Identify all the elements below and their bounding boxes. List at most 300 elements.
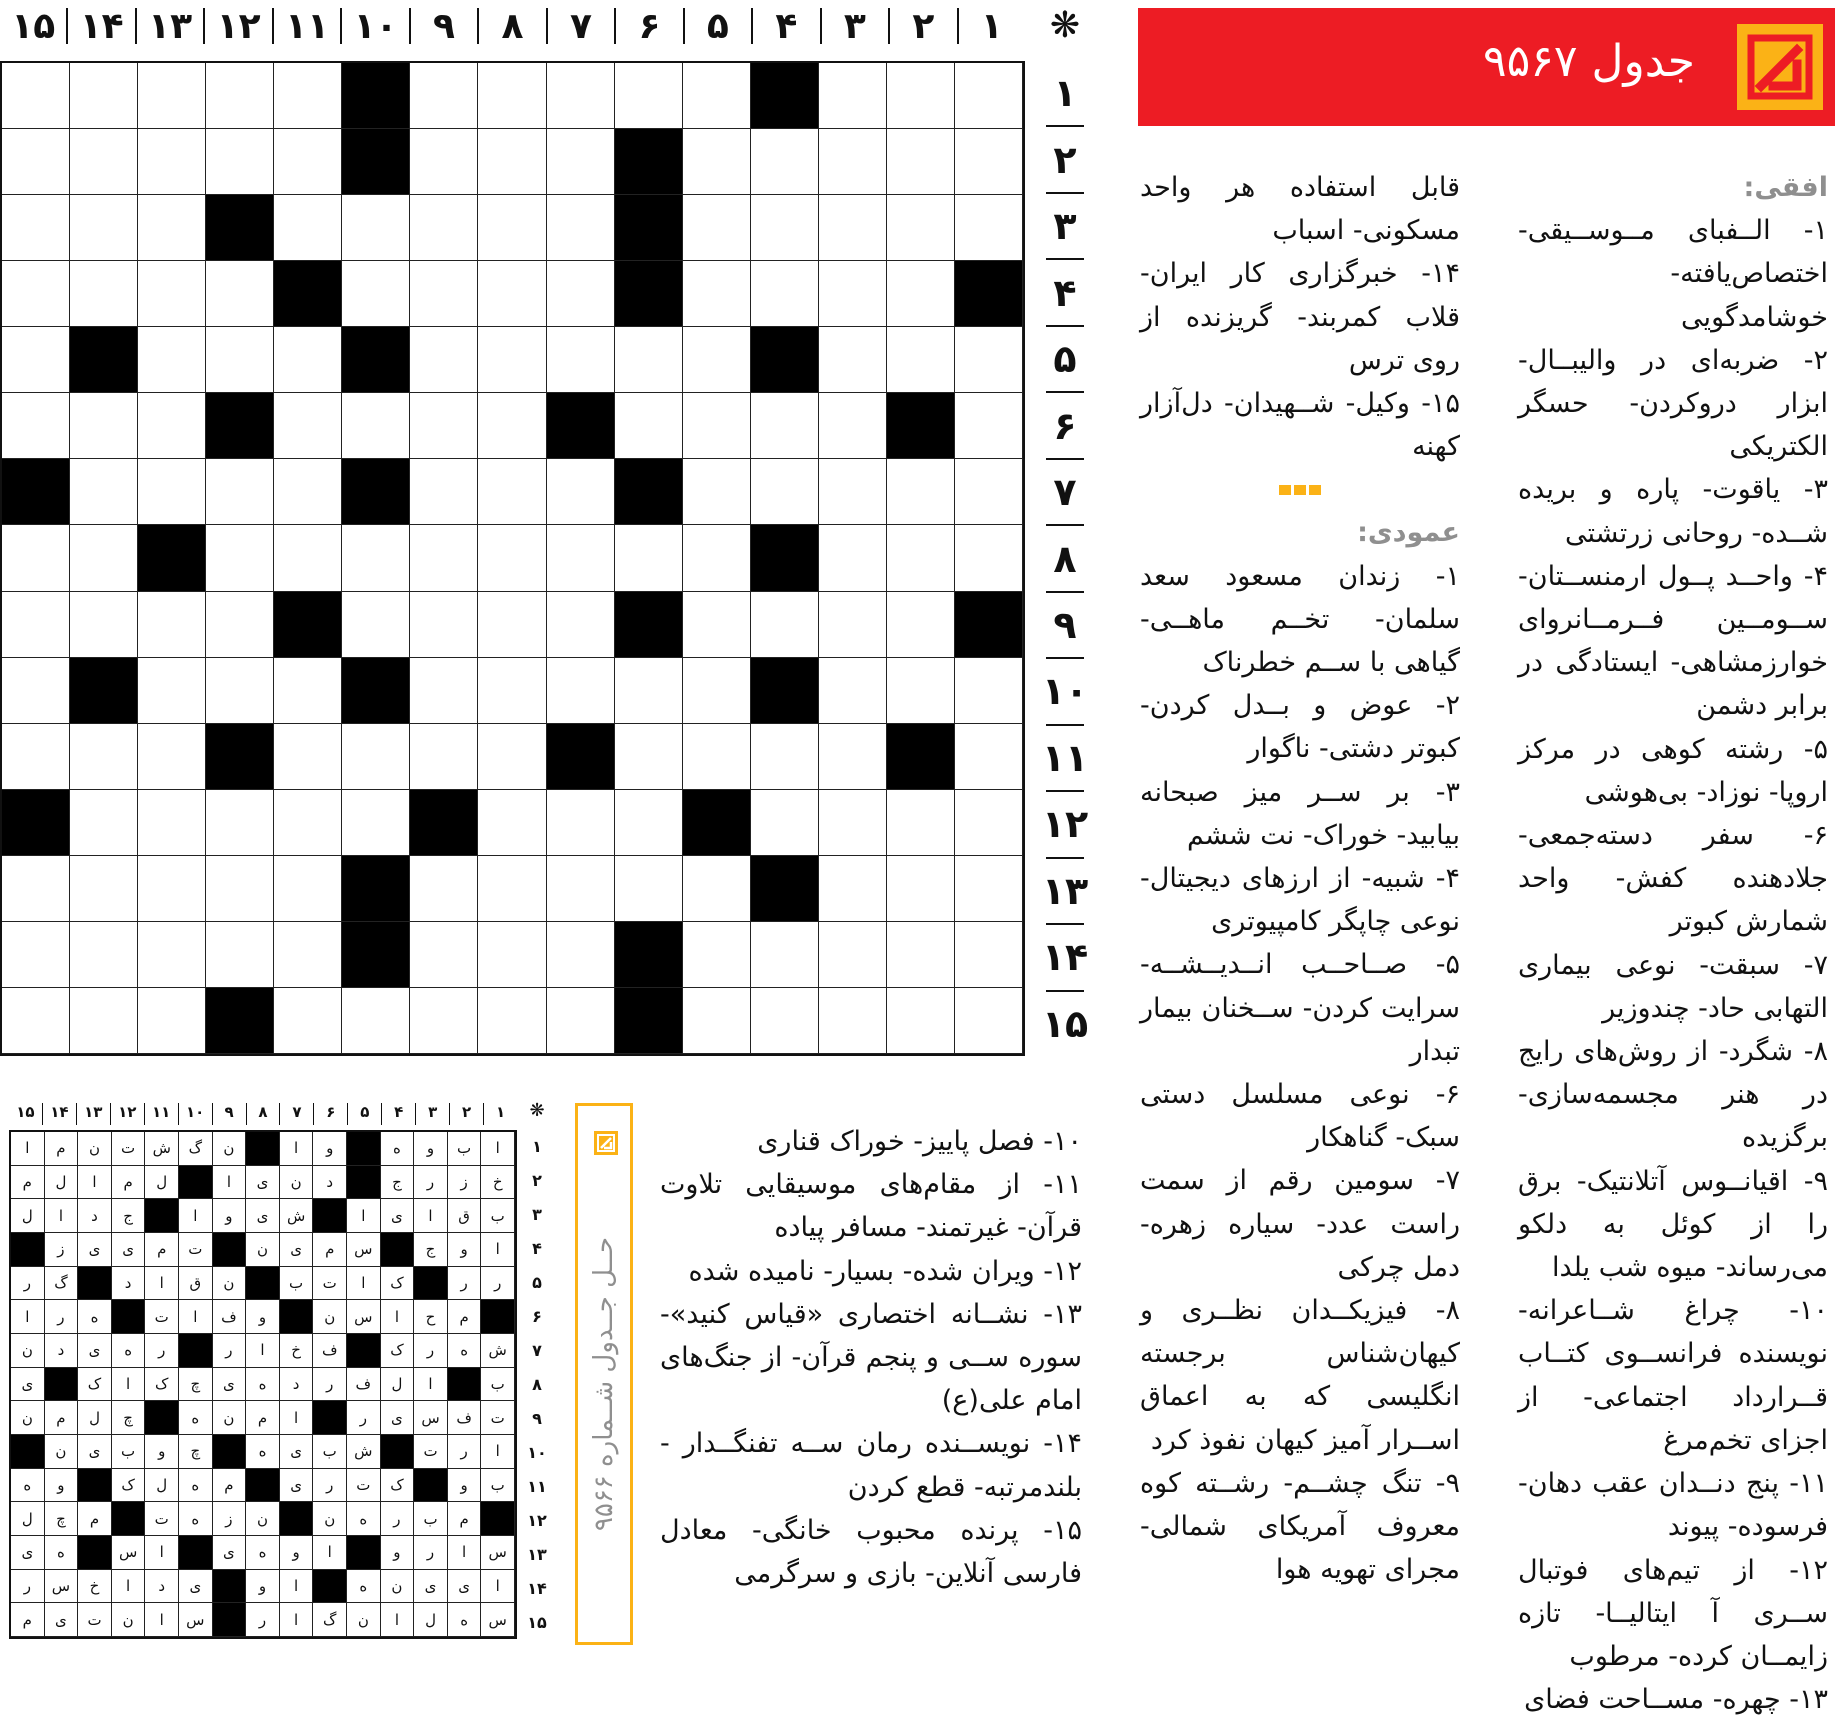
solution-cell: ا xyxy=(280,1570,314,1604)
solution-column-numbers xyxy=(9,1103,517,1125)
solution-cell: ب xyxy=(448,1132,482,1166)
grid-cell xyxy=(70,525,138,591)
solution-corner-mark: ❋ xyxy=(529,1100,545,1121)
solution-row-number-1: ۱ xyxy=(532,1137,542,1157)
grid-cell xyxy=(955,63,1023,129)
black-cell xyxy=(887,393,955,459)
grid-cell xyxy=(751,195,819,261)
solution-black-cell xyxy=(246,1267,280,1301)
solution-cell: گ xyxy=(45,1267,79,1301)
solution-cell: ا xyxy=(145,1267,179,1301)
grid-cell xyxy=(887,525,955,591)
grid-cell xyxy=(887,261,955,327)
grid-cell xyxy=(751,592,819,658)
row-number-4: ۴ xyxy=(1046,260,1084,326)
solution-black-cell xyxy=(78,1536,112,1570)
column-number-2: ۲ xyxy=(888,8,956,44)
solution-cell: ا xyxy=(246,1334,280,1368)
solution-cell: ه xyxy=(347,1570,381,1604)
grid-cell xyxy=(683,724,751,790)
grid-cell xyxy=(206,129,274,195)
solution-black-cell xyxy=(179,1536,213,1570)
solution-cell: ی xyxy=(112,1233,146,1267)
grid-cell xyxy=(2,856,70,922)
solution-cell: ن xyxy=(381,1570,415,1604)
solution-cell: ه xyxy=(347,1502,381,1536)
column-number-14: ۱۴ xyxy=(66,8,134,44)
clue: ۷- سومین رقم از سمت راست عدد- سیاره زهره- دمل چرکی xyxy=(1140,1165,1460,1283)
grid-cell xyxy=(410,129,478,195)
solution-black-cell xyxy=(481,1502,515,1536)
clue-heading: افقی: xyxy=(1743,172,1828,203)
solution-row-number-10: ۱۰ xyxy=(527,1442,547,1462)
solution-row-numbers xyxy=(522,1130,552,1639)
grid-cell xyxy=(2,261,70,327)
black-cell xyxy=(342,922,410,988)
grid-cell xyxy=(138,327,206,393)
solution-cell: ا xyxy=(179,1199,213,1233)
grid-cell xyxy=(410,459,478,525)
solution-cell: ا xyxy=(381,1603,415,1637)
solution-black-cell xyxy=(280,1300,314,1334)
separator-dots xyxy=(1140,468,1460,511)
grid-cell xyxy=(70,790,138,856)
grid-cell xyxy=(274,988,342,1054)
row-number-7: ۷ xyxy=(1046,460,1084,526)
solution-cell: م xyxy=(246,1401,280,1435)
solution-black-cell xyxy=(78,1267,112,1301)
black-cell xyxy=(70,658,138,724)
solution-row-number-9: ۹ xyxy=(532,1408,542,1428)
grid-cell xyxy=(2,988,70,1054)
solution-cell: ا xyxy=(179,1300,213,1334)
clue: ۱- زندان مسعود سعد سلمان- تخــم ماهــی- گیاهی با ســم خطرناک xyxy=(1140,560,1460,679)
solution-cell: ی xyxy=(381,1199,415,1233)
solution-row-number-11: ۱۱ xyxy=(527,1476,547,1496)
clue: ۴- واحــد پــول ارمنســتان- ســومــین فــرمــانروای خوارزمشاهی- ایستادگی در برابر دشمن xyxy=(1518,560,1828,722)
solution-cell: س xyxy=(347,1300,381,1334)
grid-cell xyxy=(342,195,410,261)
grid-cell xyxy=(751,393,819,459)
solution-cell: ه xyxy=(179,1401,213,1435)
grid-cell xyxy=(683,922,751,988)
grid-cell xyxy=(887,790,955,856)
grid-cell xyxy=(410,922,478,988)
solution-cell: ی xyxy=(280,1435,314,1469)
solution-cell: ر xyxy=(414,1166,448,1200)
solution-black-cell xyxy=(179,1334,213,1368)
clue: قابل استفاده هر واحد مسکونی- اسباب xyxy=(1140,172,1460,247)
black-cell xyxy=(206,724,274,790)
grid-cell xyxy=(342,393,410,459)
solution-cell: ک xyxy=(112,1469,146,1503)
solution-black-cell xyxy=(347,1536,381,1570)
grid-cell xyxy=(547,459,615,525)
grid-cell xyxy=(615,658,683,724)
grid-cell xyxy=(683,592,751,658)
black-cell xyxy=(274,261,342,327)
clue: ۸- شگرد- از روش‌های رایج در هنر مجسمه‌سازی- برگزیده xyxy=(1518,1036,1828,1154)
solution-cell: ا xyxy=(280,1603,314,1637)
grid-cell xyxy=(955,856,1023,922)
solution-cell: ل xyxy=(381,1368,415,1402)
grid-cell xyxy=(138,459,206,525)
solution-cell: ل xyxy=(414,1603,448,1637)
grid-cell xyxy=(70,592,138,658)
solution-cell: و xyxy=(313,1132,347,1166)
solution-column-number-6: ۶ xyxy=(313,1103,347,1125)
solution-cell: ر xyxy=(246,1603,280,1637)
solution-cell: ه xyxy=(179,1502,213,1536)
black-cell xyxy=(342,129,410,195)
grid-cell xyxy=(274,195,342,261)
grid-cell xyxy=(2,658,70,724)
grid-cell xyxy=(547,195,615,261)
solution-cell: د xyxy=(280,1368,314,1402)
solution-cell: و xyxy=(280,1536,314,1570)
black-cell xyxy=(342,856,410,922)
solution-cell: خ xyxy=(78,1570,112,1604)
clue: ۹- اقیانــوس آتلانتیک- برق را از کوئل به دلکو می‌رساند- میوه شب یلدا xyxy=(1518,1165,1828,1284)
grid-cell xyxy=(615,63,683,129)
grid-cell xyxy=(70,856,138,922)
grid-cell xyxy=(887,856,955,922)
grid-cell xyxy=(751,922,819,988)
solution-cell: ه xyxy=(246,1435,280,1469)
solution-black-cell xyxy=(112,1300,146,1334)
clue: ۱۰- چراغ شــاعرانه- نویسنده فرانســوی کتــاب قــرارداد اجتماعی- از اجزای تخم‌مرغ xyxy=(1518,1295,1828,1456)
solution-cell: س xyxy=(45,1570,79,1604)
clues-column-1 xyxy=(1518,166,1828,1721)
solution-cell: ن xyxy=(213,1267,247,1301)
grid-cell xyxy=(751,790,819,856)
black-cell xyxy=(274,592,342,658)
solution-cell: و xyxy=(381,1536,415,1570)
solution-cell: ه xyxy=(246,1368,280,1402)
solution-cell: ل xyxy=(145,1166,179,1200)
grid-cell xyxy=(547,790,615,856)
clues-column-3 xyxy=(660,1120,1082,1595)
solution-cell: ق xyxy=(448,1199,482,1233)
solution-cell: ی xyxy=(45,1603,79,1637)
solution-black-cell xyxy=(313,1199,347,1233)
solution-cell: ا xyxy=(481,1233,515,1267)
solution-cell: ت xyxy=(112,1132,146,1166)
grid-cell xyxy=(955,459,1023,525)
grid-cell xyxy=(547,988,615,1054)
solution-cell: م xyxy=(78,1502,112,1536)
column-number-8: ۸ xyxy=(477,8,545,44)
grid-cell xyxy=(751,129,819,195)
grid-cell xyxy=(410,261,478,327)
grid-cell xyxy=(819,327,887,393)
black-cell xyxy=(206,988,274,1054)
solution-cell: ن xyxy=(213,1132,247,1166)
solution-black-cell xyxy=(381,1435,415,1469)
grid-cell xyxy=(274,327,342,393)
solution-cell: ه xyxy=(246,1536,280,1570)
solution-column-number-9: ۹ xyxy=(212,1103,246,1125)
solution-cell: چ xyxy=(112,1401,146,1435)
grid-column-numbers xyxy=(0,0,1025,52)
grid-cell xyxy=(410,658,478,724)
grid-cell xyxy=(410,724,478,790)
black-cell xyxy=(547,724,615,790)
grid-cell xyxy=(2,63,70,129)
solution-cell: ا xyxy=(280,1401,314,1435)
black-cell xyxy=(751,525,819,591)
grid-cell xyxy=(819,129,887,195)
solution-column-number-2: ۲ xyxy=(449,1103,483,1125)
solution-cell: ت xyxy=(313,1267,347,1301)
solution-cell: ر xyxy=(11,1267,45,1301)
solution-column-number-8: ۸ xyxy=(246,1103,280,1125)
dot-icon xyxy=(1279,485,1291,495)
grid-cell xyxy=(478,658,546,724)
grid-cell xyxy=(138,658,206,724)
clue: ۸- فیزیکــدان نظــری و کیهان‌شناس برجسته انگلیسی که به اعماق اســرار آمیز کیهان نفوذ کرد xyxy=(1140,1295,1460,1456)
grid-cell xyxy=(206,459,274,525)
solution-cell: ک xyxy=(381,1334,415,1368)
grid-cell xyxy=(70,195,138,261)
solution-cell: ج xyxy=(381,1166,415,1200)
solution-cell: ب xyxy=(481,1469,515,1503)
solution-cell: و xyxy=(448,1233,482,1267)
grid-cell xyxy=(955,195,1023,261)
black-cell xyxy=(751,63,819,129)
clue: ۲- عوض و بــدل کردن- کبوتر دشتی- ناگوار xyxy=(1140,690,1460,765)
grid-cell xyxy=(206,922,274,988)
solution-cell: چ xyxy=(179,1435,213,1469)
solution-cell: ز xyxy=(45,1233,79,1267)
solution-cell: ل xyxy=(145,1469,179,1503)
solution-cell: ر xyxy=(45,1300,79,1334)
grid-cell xyxy=(206,261,274,327)
solution-black-cell xyxy=(381,1233,415,1267)
grid-cell xyxy=(887,327,955,393)
solution-black-cell xyxy=(448,1368,482,1402)
clue: ۳- بر ســر میز صبحانه بیابید- خوراک- نت ششم xyxy=(1140,776,1460,851)
grid-cell xyxy=(138,988,206,1054)
solution-cell: چ xyxy=(45,1502,79,1536)
clue: ۴- شبیه- از ارزهای دیجیتال- نوعی چاپگر کامپیوتری xyxy=(1140,863,1460,938)
solution-cell: ا xyxy=(347,1267,381,1301)
grid-cell xyxy=(547,129,615,195)
solution-cell: ی xyxy=(414,1570,448,1604)
solution-row-number-3: ۳ xyxy=(532,1205,542,1225)
clue: ۱۳- چهره- مســاحت فضای xyxy=(1524,1684,1828,1716)
solution-cell: ن xyxy=(347,1603,381,1637)
solution-cell: ی xyxy=(280,1469,314,1503)
black-cell xyxy=(2,790,70,856)
solution-cell: د xyxy=(145,1570,179,1604)
grid-cell xyxy=(478,724,546,790)
grid-cell xyxy=(478,63,546,129)
solution-cell: د xyxy=(45,1334,79,1368)
solution-cell: س xyxy=(414,1401,448,1435)
grid-cell xyxy=(410,592,478,658)
black-cell xyxy=(615,261,683,327)
grid-cell xyxy=(138,261,206,327)
grid-cell xyxy=(274,525,342,591)
grid-cell xyxy=(70,261,138,327)
solution-column-number-4: ۴ xyxy=(381,1103,415,1125)
clue: ۲- ضربه‌ای در والیبــال- ابزار دروکردن- حسگر الکتریکی xyxy=(1518,344,1828,463)
grid-cell xyxy=(410,393,478,459)
clue: ۱۱- پنج دنــدان عقب دهان- فرسوده- پیوند xyxy=(1518,1468,1828,1543)
solution-cell: ر xyxy=(313,1368,347,1402)
grid-cell xyxy=(410,327,478,393)
grid-cell xyxy=(547,63,615,129)
grid-cell xyxy=(274,856,342,922)
clue: ۵- صــاحــب انــدیــشــه- سرایت کردن- ســخنان بیمار تبدار xyxy=(1140,949,1460,1067)
grid-cell xyxy=(683,393,751,459)
solution-cell: ا xyxy=(112,1368,146,1402)
solution-cell: ل xyxy=(11,1502,45,1536)
grid-cell xyxy=(751,724,819,790)
solution-cell: خ xyxy=(481,1166,515,1200)
solution-cell: ب xyxy=(112,1435,146,1469)
grid-cell xyxy=(683,658,751,724)
grid-cell xyxy=(70,63,138,129)
grid-cell xyxy=(274,63,342,129)
solution-cell: د xyxy=(78,1199,112,1233)
clue: ۱۲- از تیم‌های فوتبال ســری آ ایتالیــا- تازه زایمــان کرده- مرطوب xyxy=(1518,1554,1828,1672)
clues-column-2 xyxy=(1140,166,1460,1592)
solution-cell: ا xyxy=(414,1368,448,1402)
black-cell xyxy=(615,459,683,525)
clue: ۵- رشته کوهی در مرکز اروپا- نوزاد- بی‌هوشی xyxy=(1518,733,1828,808)
solution-cell: ا xyxy=(78,1166,112,1200)
solution-cell: ش xyxy=(280,1199,314,1233)
solution-cell: ر xyxy=(414,1334,448,1368)
solution-cell: ه xyxy=(448,1603,482,1637)
clue: ۶- نوعی مسلسل دستی سبک- گناهکار xyxy=(1140,1079,1460,1154)
grid-cell xyxy=(955,988,1023,1054)
grid-cell xyxy=(274,129,342,195)
clue: ۹- تنگ چشــم- رشــته کوه معروف آمریکای شمالی- مجرای تهویه هوا xyxy=(1140,1467,1460,1586)
solution-cell: ف xyxy=(313,1334,347,1368)
solution-black-cell xyxy=(414,1469,448,1503)
solution-cell: س xyxy=(112,1536,146,1570)
solution-row-number-5: ۵ xyxy=(532,1273,542,1293)
grid-cell xyxy=(819,63,887,129)
solution-cell: ک xyxy=(78,1368,112,1402)
grid-cell xyxy=(2,393,70,459)
page-title: جدول ۹۵۶۷ xyxy=(1482,36,1695,87)
solution-black-cell xyxy=(78,1469,112,1503)
solution-row-number-12: ۱۲ xyxy=(527,1510,547,1530)
grid-cell xyxy=(615,724,683,790)
column-number-6: ۶ xyxy=(614,8,682,44)
solution-black-cell xyxy=(313,1570,347,1604)
solution-row-number-2: ۲ xyxy=(532,1171,542,1191)
solution-row-number-4: ۴ xyxy=(532,1239,542,1259)
solution-cell: ه xyxy=(112,1334,146,1368)
solution-cell: ی xyxy=(246,1166,280,1200)
solution-cell: ح xyxy=(414,1300,448,1334)
solution-cell: چ xyxy=(179,1368,213,1402)
solution-cell: م xyxy=(448,1300,482,1334)
solution-column-number-13: ۱۳ xyxy=(76,1103,110,1125)
grid-cell xyxy=(683,63,751,129)
grid-cell xyxy=(206,856,274,922)
black-cell xyxy=(615,988,683,1054)
solution-cell: ت xyxy=(414,1435,448,1469)
grid-cell xyxy=(955,129,1023,195)
solution-cell: ر xyxy=(145,1334,179,1368)
grid-cell xyxy=(70,393,138,459)
solution-cell: ر xyxy=(347,1401,381,1435)
grid-cell xyxy=(683,129,751,195)
solution-cell: ی xyxy=(246,1199,280,1233)
column-number-13: ۱۳ xyxy=(135,8,203,44)
black-cell xyxy=(138,525,206,591)
solution-cell: ه xyxy=(11,1469,45,1503)
grid-cell xyxy=(206,658,274,724)
solution-column-number-11: ۱۱ xyxy=(144,1103,178,1125)
solution-cell: س xyxy=(481,1603,515,1637)
solution-cell: م xyxy=(11,1603,45,1637)
solution-cell: ا xyxy=(448,1536,482,1570)
solution-cell: ر xyxy=(381,1502,415,1536)
solution-cell: ا xyxy=(145,1536,179,1570)
solution-black-cell xyxy=(347,1166,381,1200)
solution-cell: ن xyxy=(11,1334,45,1368)
solution-cell: گ xyxy=(313,1603,347,1637)
solution-cell: ج xyxy=(414,1233,448,1267)
solution-black-cell xyxy=(213,1570,247,1604)
solution-column-number-15: ۱۵ xyxy=(16,1103,35,1121)
row-number-15: ۱۵ xyxy=(1041,1001,1089,1046)
solution-black-cell xyxy=(179,1166,213,1200)
solution-cell: س xyxy=(347,1233,381,1267)
row-number-12: ۱۲ xyxy=(1046,792,1084,858)
solution-cell: د xyxy=(112,1267,146,1301)
solution-cell: م xyxy=(112,1166,146,1200)
black-cell xyxy=(206,393,274,459)
grid-cell xyxy=(138,922,206,988)
black-cell xyxy=(615,922,683,988)
grid-cell xyxy=(683,856,751,922)
solution-cell: ا xyxy=(213,1166,247,1200)
grid-cell xyxy=(819,261,887,327)
grid-cell xyxy=(819,525,887,591)
row-number-14: ۱۴ xyxy=(1046,925,1084,991)
grid-cell xyxy=(819,459,887,525)
solution-black-cell xyxy=(481,1300,515,1334)
solution-cell: ق xyxy=(179,1267,213,1301)
solution-cell: م xyxy=(45,1132,79,1166)
grid-cell xyxy=(819,195,887,261)
clue: ۶- سفر دسته‌جمعی- جلادهنده کفش- واحد شمارش کبوتر xyxy=(1518,820,1828,938)
solution-cell: ی xyxy=(448,1570,482,1604)
grid-cell xyxy=(206,525,274,591)
black-cell xyxy=(2,459,70,525)
solution-black-cell xyxy=(213,1603,247,1637)
black-cell xyxy=(342,658,410,724)
grid-cell xyxy=(342,592,410,658)
grid-cell xyxy=(478,459,546,525)
solution-cell: ی xyxy=(11,1368,45,1402)
grid-cell xyxy=(70,459,138,525)
solution-cell: ا xyxy=(45,1199,79,1233)
grid-cell xyxy=(2,129,70,195)
grid-cell xyxy=(274,459,342,525)
solution-cell: ز xyxy=(213,1502,247,1536)
solution-cell: ک xyxy=(381,1469,415,1503)
grid-cell xyxy=(955,327,1023,393)
